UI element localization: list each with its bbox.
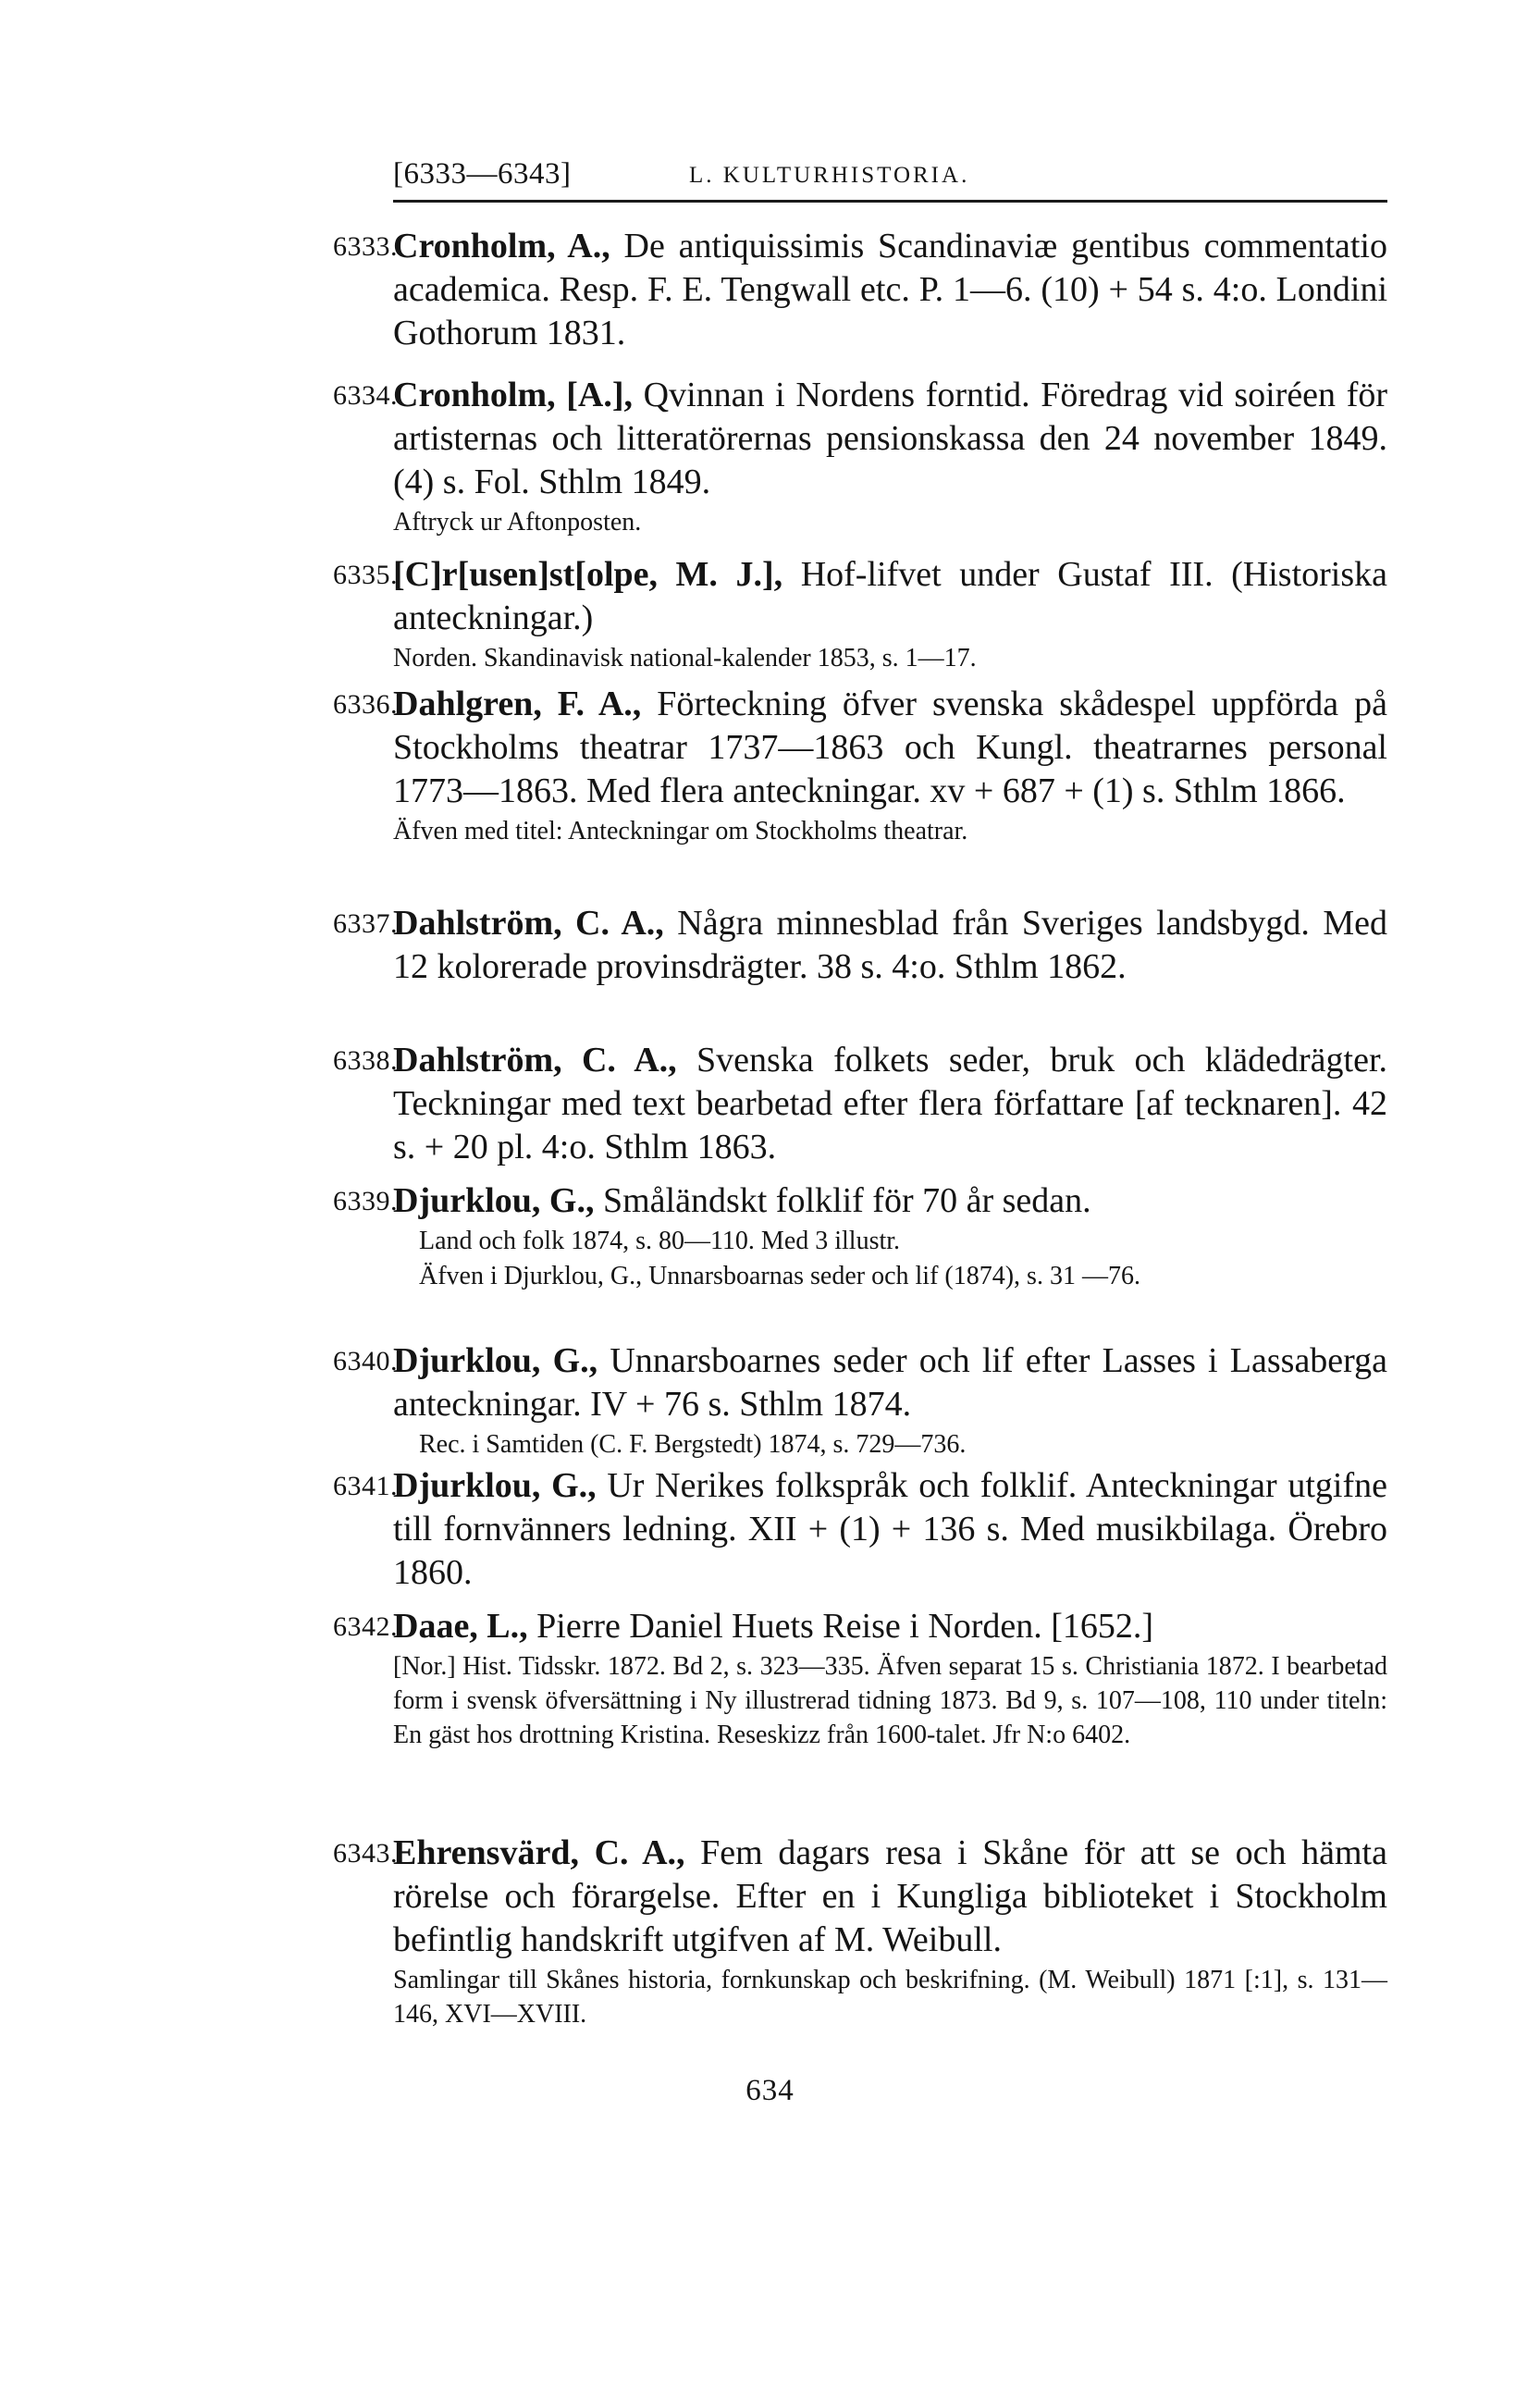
entry-body <box>393 374 1387 539</box>
entry-number: 6343. <box>333 1838 398 1869</box>
entry-number: 6335. <box>333 560 398 590</box>
entry-note: Aftryck ur Aftonposten. <box>393 508 642 537</box>
entry-text: Fem dagars resa i Skåne för att se och hämta rörelse och förargelse. Efter en i Kungliga biblioteket i Stockholm befintlig handskrift utgifven af M. Weibull. <box>393 1833 1387 1959</box>
running-head <box>393 157 1387 203</box>
entry-number: 6337. <box>333 908 398 939</box>
entry-note: Samlingar till Skånes historia, fornkunskap och beskrifning. (M. Weibull) 1871 [:1], s. 131—146, XVI—XVIII. <box>393 1966 1387 2029</box>
entry-text: Småländskt folklif för 70 år sedan. <box>594 1181 1091 1220</box>
entry-note: Rec. i Samtiden (C. F. Bergstedt) 1874, s. 729—736. <box>419 1430 967 1459</box>
entry-number: 6341. <box>333 1471 398 1501</box>
entry-body <box>393 225 1387 355</box>
entry-number: 6336. <box>333 689 398 720</box>
entry-body <box>393 1179 1387 1293</box>
entry-author: [C]r[usen]st[olpe, M. J.], <box>393 555 783 594</box>
entry-body <box>393 1464 1387 1595</box>
section-title: L. KULTURHISTORIA. <box>689 163 970 188</box>
entry-number: 6338. <box>333 1045 398 1076</box>
entry-range: [6333—6343] <box>393 157 572 191</box>
entry-note: Äfven i Djurklou, G., Unnarsboarnas seder och lif (1874), s. 31 —76. <box>419 1262 1140 1290</box>
entry-body <box>393 1605 1387 1752</box>
entry-note: Äfven med titel: Anteckningar om Stockholms theatrar. <box>393 817 968 845</box>
entry-text: Förteckning öfver svenska skådespel uppförda på Stockholms theatrar 1737—1863 och Kungl. theatrarnes personal 1773—1863. Med flera anteckningar. xv + 687 + (1) s. Sthlm 1866. <box>393 685 1387 810</box>
entry-note: [Nor.] Hist. Tidsskr. 1872. Bd 2, s. 323—335. Äfven separat 15 s. Christiania 1872. I bearbetad form i svensk öfversättning i Ny illustrerad tidning 1873. Bd 9, s. 107—108, 110 under titeln: En gäst hos drottning Kristina. Reseskizz från 1600-talet. Jfr N:o 6402. <box>393 1652 1387 1749</box>
entry-number: 6334. <box>333 380 398 411</box>
entry-text: Pierre Daniel Huets Reise i Norden. [1652.] <box>527 1607 1154 1646</box>
entry-note: Norden. Skandinavisk national-kalender 1853, s. 1—17. <box>393 644 977 672</box>
entry-author: Djurklou, G., <box>393 1341 598 1380</box>
entry-author: Daae, L., <box>393 1607 528 1646</box>
entry-body <box>393 902 1387 989</box>
entry-number: 6340. <box>333 1346 398 1376</box>
entry-text: Hof-lifvet under Gustaf III. (Historiska anteckningar.) <box>393 555 1387 637</box>
entry-author: Dahlgren, F. A., <box>393 685 642 723</box>
entry-text: Svenska folkets seder, bruk och klädedrägter. Teckningar med text bearbetad efter flera författare [af tecknaren]. 42 s. + 20 pl. 4:o. Sthlm 1863. <box>393 1041 1387 1166</box>
entry-text: Några minnesblad från Sveriges landsbygd. Med 12 kolorerade provinsdrägter. 38 s. 4:o. Sthlm 1862. <box>393 904 1387 986</box>
entry-author: Dahlström, C. A., <box>393 904 664 943</box>
entry-body <box>393 683 1387 848</box>
entry-text: De antiquissimis Scandinaviæ gentibus commentatio academica. Resp. F. E. Tengwall etc. P. 1—6. (10) + 54 s. 4:o. Londini Gothorum 1831. <box>393 227 1387 352</box>
entry-author: Ehrensvärd, C. A., <box>393 1833 685 1872</box>
entry-body <box>393 553 1387 675</box>
entry-author: Djurklou, G., <box>393 1181 595 1220</box>
entry-number: 6339. <box>333 1186 398 1216</box>
entry-author: Cronholm, A., <box>393 227 610 265</box>
entry-author: Djurklou, G., <box>393 1466 597 1505</box>
entry-number: 6333. <box>333 231 398 262</box>
entry-author: Dahlström, C. A., <box>393 1041 677 1080</box>
entry-number: 6342. <box>333 1611 398 1642</box>
entry-note: Land och folk 1874, s. 80—110. Med 3 illustr. <box>419 1227 901 1255</box>
entry-text: Unnarsboarnes seder och lif efter Lasses i Lassaberga anteckningar. IV + 76 s. Sthlm 1874. <box>393 1341 1388 1424</box>
entry-text: Qvinnan i Nordens forntid. Föredrag vid soiréen för artisternas och litteratörernas pensionskassa den 24 november 1849. (4) s. Fol. Sthlm 1849. <box>393 376 1387 501</box>
entry-text: Ur Nerikes folkspråk och folklif. Anteckningar utgifne till fornvänners ledning. XII + (1) + 136 s. Med musikbilaga. Örebro 1860. <box>393 1466 1387 1592</box>
entry-body <box>393 1039 1387 1169</box>
entry-author: Cronholm, [A.], <box>393 376 633 414</box>
page-number: 634 <box>745 2074 795 2107</box>
entry-body <box>393 1339 1387 1462</box>
entry-body <box>393 1832 1387 2031</box>
